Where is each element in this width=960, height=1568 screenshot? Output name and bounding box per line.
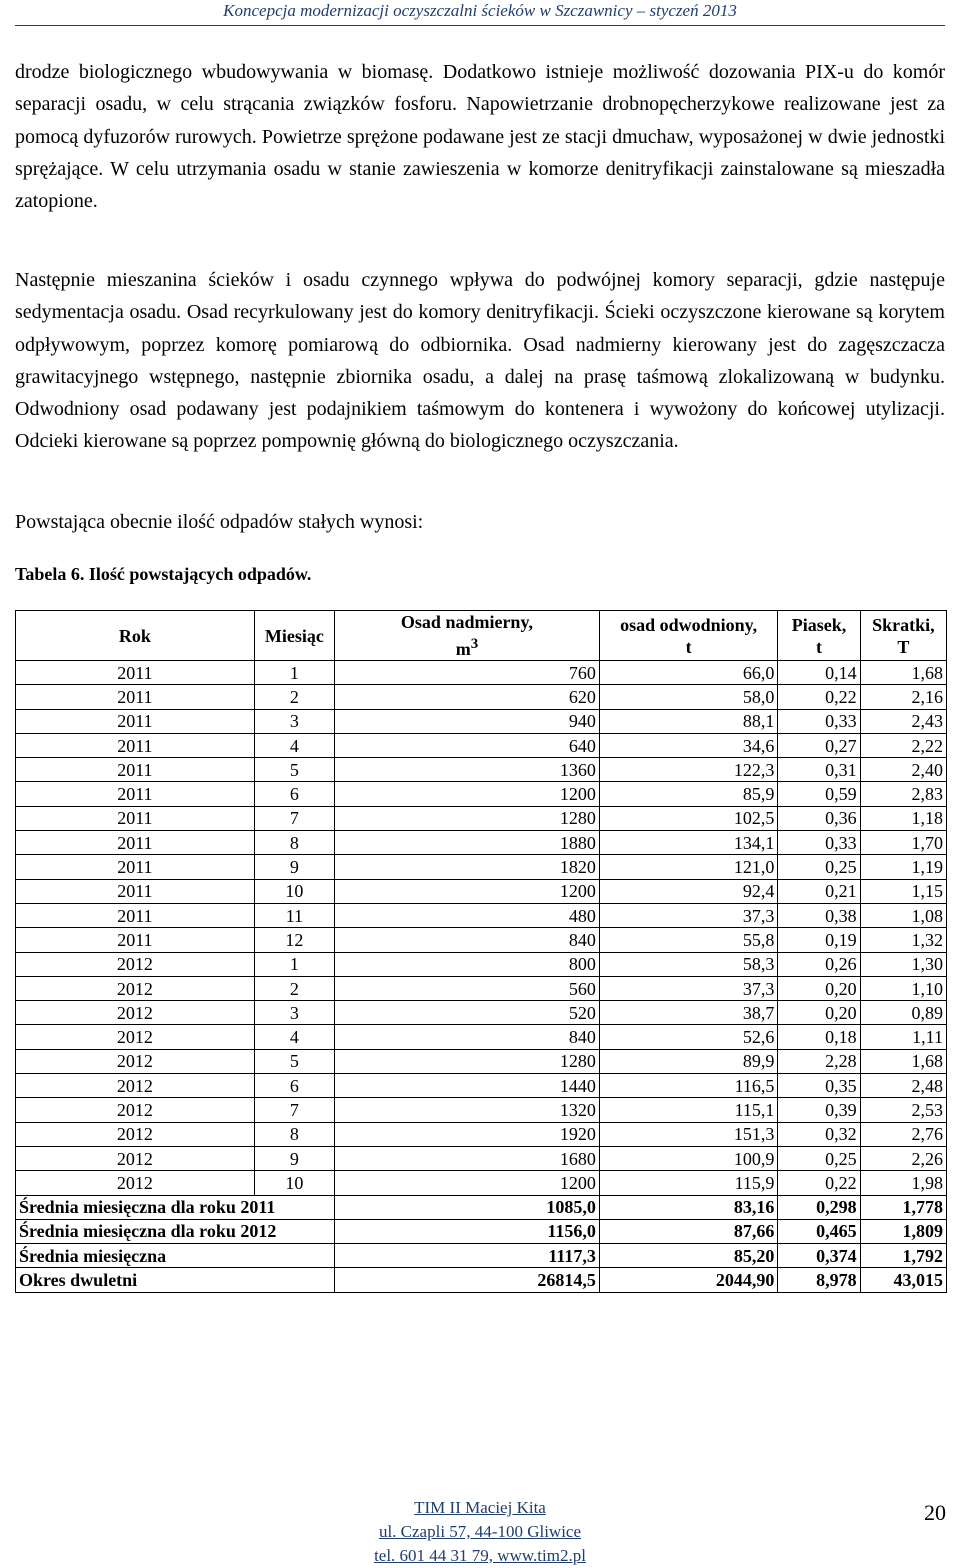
table-cell: 1,08	[860, 903, 946, 927]
table-cell: 4	[254, 733, 334, 757]
table-cell: 2012	[16, 1098, 255, 1122]
summary-cell: 1117,3	[335, 1244, 600, 1268]
table-cell: 7	[254, 806, 334, 830]
table-cell: 8	[254, 831, 334, 855]
table-cell: 1680	[335, 1146, 600, 1170]
table-cell: 0,22	[778, 685, 860, 709]
table-cell: 2012	[16, 1122, 255, 1146]
summary-cell: 43,015	[860, 1268, 946, 1292]
table-cell: 38,7	[599, 1001, 778, 1025]
table-cell: 620	[335, 685, 600, 709]
table-row	[16, 709, 947, 733]
table-row	[16, 661, 947, 685]
summary-label: Średnia miesięczna dla roku 2011	[16, 1195, 335, 1219]
table-cell: 134,1	[599, 831, 778, 855]
table-cell: 1820	[335, 855, 600, 879]
table-cell: 37,3	[599, 903, 778, 927]
table-cell: 2	[254, 976, 334, 1000]
table-cell: 0,25	[778, 855, 860, 879]
table-cell: 840	[335, 928, 600, 952]
summary-row	[16, 1268, 947, 1292]
table-cell: 1	[254, 661, 334, 685]
table-cell: 34,6	[599, 733, 778, 757]
table-cell: 89,9	[599, 1049, 778, 1073]
table-cell: 2011	[16, 758, 255, 782]
table-cell: 2,43	[860, 709, 946, 733]
table-cell: 0,39	[778, 1098, 860, 1122]
table-caption: Tabela 6. Ilość powstających odpadów.	[15, 564, 312, 584]
table-cell: 1,98	[860, 1171, 946, 1195]
table-cell: 2011	[16, 709, 255, 733]
table-row	[16, 1074, 947, 1098]
header-osad-nadmierny-sup: 3	[470, 636, 479, 652]
table-cell: 115,1	[599, 1098, 778, 1122]
summary-cell: 85,20	[599, 1244, 778, 1268]
table-cell: 2,28	[778, 1049, 860, 1073]
summary-cell: 0,298	[778, 1195, 860, 1219]
table-cell: 122,3	[599, 758, 778, 782]
table-cell: 2,83	[860, 782, 946, 806]
table-cell: 0,89	[860, 1001, 946, 1025]
table-cell: 1,10	[860, 976, 946, 1000]
footer-address: ul. Czapli 57, 44-100 Gliwice	[378, 1522, 582, 1541]
header-piasek	[778, 611, 860, 661]
table-cell: 4	[254, 1025, 334, 1049]
table-cell: 1,68	[860, 661, 946, 685]
table-cell: 560	[335, 976, 600, 1000]
table-cell: 1	[254, 952, 334, 976]
table-cell: 5	[254, 758, 334, 782]
table-cell: 1,68	[860, 1049, 946, 1073]
table-row	[16, 1122, 947, 1146]
table-cell: 0,22	[778, 1171, 860, 1195]
table-cell: 1280	[335, 1049, 600, 1073]
table-cell: 1440	[335, 1074, 600, 1098]
header-osad-odwodniony-label: osad odwodniony,	[620, 614, 758, 635]
table-cell: 0,14	[778, 661, 860, 685]
table-row	[16, 782, 947, 806]
header-skratki-label: Skratki,	[872, 614, 935, 635]
table-cell: 2011	[16, 782, 255, 806]
summary-cell: 0,465	[778, 1219, 860, 1243]
table-cell: 2011	[16, 733, 255, 757]
table-cell: 2,53	[860, 1098, 946, 1122]
table-cell: 12	[254, 928, 334, 952]
table-cell: 5	[254, 1049, 334, 1073]
footer-company: TIM II Maciej Kita	[414, 1498, 546, 1517]
table-cell: 7	[254, 1098, 334, 1122]
table-cell: 2012	[16, 1001, 255, 1025]
header-osad-odwodniony	[599, 611, 778, 661]
summary-cell: 1,778	[860, 1195, 946, 1219]
table-cell: 2011	[16, 806, 255, 830]
table-cell: 0,33	[778, 831, 860, 855]
table-cell: 2011	[16, 831, 255, 855]
header-osad-nadmierny	[335, 611, 600, 661]
table-cell: 2,40	[860, 758, 946, 782]
table-cell: 0,38	[778, 903, 860, 927]
summary-cell: 83,16	[599, 1195, 778, 1219]
table-cell: 100,9	[599, 1146, 778, 1170]
table-cell: 2011	[16, 855, 255, 879]
table-cell: 116,5	[599, 1074, 778, 1098]
summary-cell: 8,978	[778, 1268, 860, 1292]
summary-label: Średnia miesięczna	[16, 1244, 335, 1268]
header-rok: Rok	[16, 611, 255, 661]
table-row	[16, 733, 947, 757]
summary-cell: 1156,0	[335, 1219, 600, 1243]
table-cell: 115,9	[599, 1171, 778, 1195]
paragraph-1: drodze biologicznego wbudowywania w biomasę. Dodatkowo istnieje możliwość dozowania PIX-u do komór separacji osadu, w celu strącania związków fosforu. Napowietrzanie drobnopęcherzykowe realizowane jest za pomocą dyfuzorów rurowych. Powietrze sprężone podawane jest ze stacji dmuchaw, wyposażonej w dwie jednostki sprężające. W celu utrzymania osadu w stanie zawieszenia w komorze denitryfikacji zainstalowane są mieszadła zatopione.	[15, 61, 945, 213]
header-skratki	[860, 611, 946, 661]
table-cell: 6	[254, 782, 334, 806]
summary-row	[16, 1219, 947, 1243]
summary-cell: 26814,5	[335, 1268, 600, 1292]
table-row	[16, 831, 947, 855]
table-header-row	[16, 611, 947, 661]
table-cell: 0,21	[778, 879, 860, 903]
table-cell: 102,5	[599, 806, 778, 830]
header-osad-nadmierny-label: Osad nadmierny,	[400, 612, 533, 632]
table-cell: 8	[254, 1122, 334, 1146]
table-cell: 760	[335, 661, 600, 685]
table-cell: 1,11	[860, 1025, 946, 1049]
table-cell: 58,3	[599, 952, 778, 976]
table-cell: 88,1	[599, 709, 778, 733]
table-cell: 2012	[16, 1025, 255, 1049]
table-cell: 940	[335, 709, 600, 733]
table-row	[16, 976, 947, 1000]
table-row	[16, 806, 947, 830]
table-cell: 0,59	[778, 782, 860, 806]
table-row	[16, 952, 947, 976]
summary-cell: 2044,90	[599, 1268, 778, 1292]
table-cell: 151,3	[599, 1122, 778, 1146]
table-cell: 10	[254, 879, 334, 903]
table-cell: 92,4	[599, 879, 778, 903]
table-cell: 0,31	[778, 758, 860, 782]
table-cell: 1920	[335, 1122, 600, 1146]
table-cell: 2011	[16, 928, 255, 952]
summary-cell: 1,792	[860, 1244, 946, 1268]
paragraph-2: Następnie mieszanina ścieków i osadu czynnego wpływa do podwójnej komory separacji, gdzie następuje sedymentacja osadu. Osad recyrkulowany jest do komory denitryfikacji. Ścieki oczyszczone kierowane są korytem odpływowym, poprzez komorę pomiarową do odbiornika. Osad nadmierny kierowany jest do zagęszczacza grawitacyjnego wstępnego, następnie zbiornika osadu, a dalej na prasę taśmową zlokalizowaną w budynku. Odwodniony osad podawany jest podajnikiem taśmowym do kontenera i wywożony do końcowej utylizacji. Odcieki kierowane są poprzez pompownię główną do biologicznego oczyszczania.	[15, 269, 945, 453]
table-cell: 2011	[16, 661, 255, 685]
header-osad-odwodniony-unit: t	[685, 636, 692, 657]
table-cell: 9	[254, 1146, 334, 1170]
table-cell: 121,0	[599, 855, 778, 879]
summary-label: Średnia miesięczna dla roku 2012	[16, 1219, 335, 1243]
table-cell: 11	[254, 903, 334, 927]
table-row	[16, 1001, 947, 1025]
table-row	[16, 928, 947, 952]
summary-cell: 1085,0	[335, 1195, 600, 1219]
table-row	[16, 758, 947, 782]
paragraph-3: Powstająca obecnie ilość odpadów stałych wynosi:	[15, 511, 424, 533]
table-cell: 6	[254, 1074, 334, 1098]
table-row	[16, 855, 947, 879]
page-number: 20	[924, 1500, 946, 1525]
table-cell: 2012	[16, 1049, 255, 1073]
table-cell: 480	[335, 903, 600, 927]
header-skratki-unit: T	[897, 636, 910, 657]
table-cell: 0,25	[778, 1146, 860, 1170]
header-piasek-label: Piasek,	[791, 614, 847, 635]
table-cell: 800	[335, 952, 600, 976]
table-row	[16, 1146, 947, 1170]
table-cell: 0,33	[778, 709, 860, 733]
table-cell: 55,8	[599, 928, 778, 952]
table-row	[16, 1049, 947, 1073]
table-cell: 1,30	[860, 952, 946, 976]
table-cell: 2012	[16, 1074, 255, 1098]
table-cell: 840	[335, 1025, 600, 1049]
summary-cell: 87,66	[599, 1219, 778, 1243]
table-cell: 1200	[335, 879, 600, 903]
table-row	[16, 1171, 947, 1195]
table-cell: 0,26	[778, 952, 860, 976]
table-cell: 2012	[16, 976, 255, 1000]
table-cell: 0,20	[778, 976, 860, 1000]
header-piasek-unit: t	[816, 636, 823, 657]
header-miesiac: Miesiąc	[254, 611, 334, 661]
table-cell: 3	[254, 1001, 334, 1025]
table-cell: 1200	[335, 1171, 600, 1195]
table-cell: 2,16	[860, 685, 946, 709]
table-cell: 9	[254, 855, 334, 879]
table-cell: 1880	[335, 831, 600, 855]
table-cell: 1280	[335, 806, 600, 830]
table-cell: 2012	[16, 952, 255, 976]
table-cell: 1,70	[860, 831, 946, 855]
table-cell: 1,15	[860, 879, 946, 903]
summary-row	[16, 1244, 947, 1268]
table-row	[16, 903, 947, 927]
table-cell: 1,32	[860, 928, 946, 952]
table-cell: 3	[254, 709, 334, 733]
table-row	[16, 685, 947, 709]
table-cell: 0,27	[778, 733, 860, 757]
table-cell: 37,3	[599, 976, 778, 1000]
table-cell: 0,20	[778, 1001, 860, 1025]
running-header: Koncepcja modernizacji oczyszczalni ścieków w Szczawnicy – styczeń 2013	[223, 1, 737, 20]
table-cell: 1,18	[860, 806, 946, 830]
table-cell: 2011	[16, 879, 255, 903]
table-body	[16, 661, 947, 1293]
table-cell: 10	[254, 1171, 334, 1195]
footer-contact: tel. 601 44 31 79, www.tim2.pl	[374, 1546, 586, 1565]
waste-table	[15, 610, 947, 1293]
table-cell: 1320	[335, 1098, 600, 1122]
table-row	[16, 879, 947, 903]
table-cell: 0,19	[778, 928, 860, 952]
summary-cell: 1,809	[860, 1219, 946, 1243]
table-cell: 1,19	[860, 855, 946, 879]
table-cell: 0,35	[778, 1074, 860, 1098]
table-cell: 2,22	[860, 733, 946, 757]
table-cell: 1360	[335, 758, 600, 782]
page-footer	[0, 1496, 960, 1568]
table-cell: 2,48	[860, 1074, 946, 1098]
table-cell: 0,18	[778, 1025, 860, 1049]
header-divider	[15, 25, 945, 26]
table-row	[16, 1025, 947, 1049]
table-cell: 2,76	[860, 1122, 946, 1146]
table-row	[16, 1098, 947, 1122]
table-cell: 1200	[335, 782, 600, 806]
table-cell: 0,32	[778, 1122, 860, 1146]
header-osad-nadmierny-unit: m	[455, 639, 471, 659]
table-cell: 2012	[16, 1171, 255, 1195]
summary-label: Okres dwuletni	[16, 1268, 335, 1292]
table-cell: 0,36	[778, 806, 860, 830]
table-cell: 52,6	[599, 1025, 778, 1049]
summary-row	[16, 1195, 947, 1219]
table-cell: 2011	[16, 903, 255, 927]
table-cell: 520	[335, 1001, 600, 1025]
table-cell: 2011	[16, 685, 255, 709]
table-cell: 640	[335, 733, 600, 757]
table-cell: 2	[254, 685, 334, 709]
summary-cell: 0,374	[778, 1244, 860, 1268]
table-cell: 66,0	[599, 661, 778, 685]
table-cell: 2012	[16, 1146, 255, 1170]
table-cell: 58,0	[599, 685, 778, 709]
table-cell: 85,9	[599, 782, 778, 806]
table-cell: 2,26	[860, 1146, 946, 1170]
